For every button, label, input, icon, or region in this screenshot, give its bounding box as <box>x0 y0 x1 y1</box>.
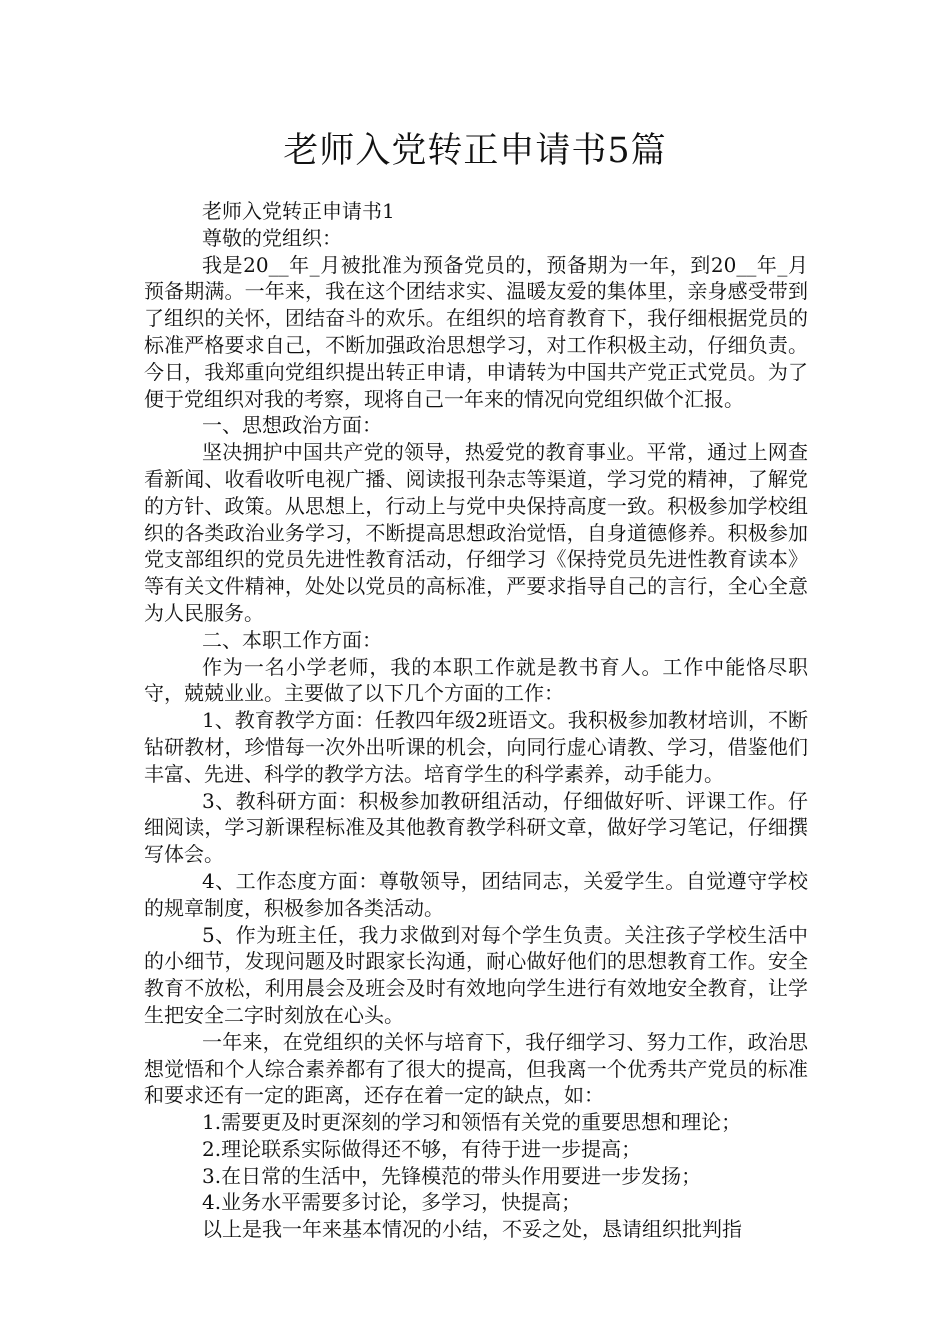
paragraph-closing: 以上是我一年来基本情况的小结，不妥之处，恳请组织批判指 <box>202 1217 742 1242</box>
document-body <box>144 198 808 1243</box>
paragraph-item-5: 5、作为班主任，我力求做到对每个学生负责。关注孩子学校生活中的小细节，发现问题及时跟家长沟通，耐心做好他们的思想教育工作。安全教育不放松，利用晨会及班会及时有效地向学生进行有效地安全教育，让学生把安全二字时刻放在心头。 <box>144 922 808 1027</box>
paragraph-section-2-heading: 二、本职工作方面： <box>202 627 382 652</box>
paragraph-shortcoming-3: 3.在日常的生活中，先锋模范的带头作用要进一步发扬； <box>202 1163 702 1188</box>
paragraph-item-3: 3、教科研方面：积极参加教研组活动，仔细做好听、评课工作。仔细阅读，学习新课程标准及其他教育教学科研文章，做好学习笔记，仔细撰写体会。 <box>144 788 808 867</box>
paragraph-shortcoming-1: 1.需要更及时更深刻的学习和领悟有关党的重要思想和理论； <box>202 1110 742 1135</box>
paragraph-item-1: 1、教育教学方面：任教四年级2班语文。我积极参加教材培训，不断钻研教材，珍惜每一次外出听课的机会，向同行虚心请教、学习，借鉴他们丰富、先进、科学的教学方法。培育学生的科学素养，动手能力。 <box>144 708 808 786</box>
paragraph-shortcoming-2: 2.理论联系实际做得还不够，有待于进一步提高； <box>202 1136 642 1161</box>
paragraph-summary: 一年来，在党组织的关怀与培育下，我仔细学习、努力工作，政治思想觉悟和个人综合素养都有了很大的提高，但我离一个优秀共产党员的标准和要求还有一定的距离，还存在着一定的缺点，如： <box>144 1029 808 1108</box>
paragraph-section-2-intro: 作为一名小学老师，我的本职工作就是教书育人。工作中能恪尽职守，兢兢业业。主要做了以下几个方面的工作： <box>144 654 808 706</box>
paragraph-shortcoming-4: 4.业务水平需要多讨论，多学习，快提高； <box>202 1190 582 1215</box>
paragraph-heading-1: 老师入党转正申请书1 <box>202 199 395 223</box>
paragraph-section-1-heading: 一、思想政治方面： <box>202 413 382 438</box>
document-title: 老师入党转正申请书5篇 <box>283 131 667 171</box>
paragraph-intro: 我是20__年_月被批准为预备党员的，预备期为一年，到20__年_月预备期满。一年来，我在这个团结求实、温暖友爱的集体里，亲身感受带到了组织的关怀，团结奋斗的欢乐。在组织的培育教育下，我仔细根据党员的标准严格要求自己，不断加强政治思想学习，对工作积极主动，仔细负责。今日，我郑重向党组织提出转正申请，申请转为中国共产党正式党员。为了便于党组织对我的考察，现将自己一年来的情况向党组织做个汇报。 <box>144 252 808 411</box>
paragraph-item-4: 4、工作态度方面：尊敬领导，团结同志，关爱学生。自觉遵守学校的规章制度，积极参加各类活动。 <box>144 868 808 920</box>
paragraph-salutation: 尊敬的党组织： <box>202 225 342 250</box>
paragraph-section-1-body: 坚决拥护中国共产党的领导，热爱党的教育事业。平常，通过上网查看新闻、收看收听电视广播、阅读报刊杂志等渠道，学习党的精神，了解党的方针、政策。从思想上，行动上与党中央保持高度一致。积极参加学校组织的各类政治业务学习，不断提高思想政治觉悟，自身道德修养。积极参加党支部组织的党员先进性教育活动，仔细学习《保持党员先进性教育读本》等有关文件精神，处处以党员的高标准，严要求指导自己的言行，全心全意为人民服务。 <box>144 440 808 625</box>
